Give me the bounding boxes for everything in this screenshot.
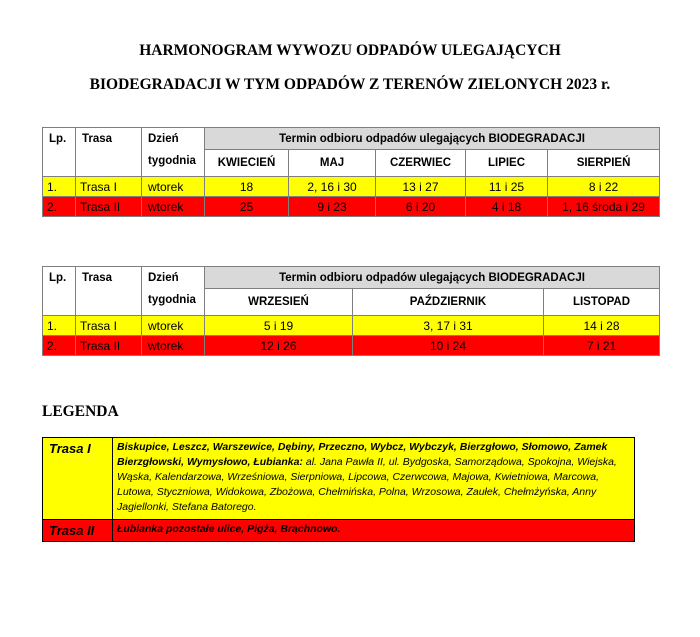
row-lp: 1. [43, 316, 76, 336]
date-cell: 2, 16 i 30 [289, 177, 376, 197]
month-header: CZERWIEC [376, 150, 466, 177]
header-lp: Lp. [43, 267, 76, 316]
document-title-line-2: BIODEGRADACJI W TYM ODPADÓW Z TERENÓW ZIELONYCH 2023 r. [89, 76, 611, 93]
date-cell: 14 i 28 [544, 316, 660, 336]
date-cell: 10 i 24 [353, 336, 544, 356]
month-header: LISTOPAD [544, 289, 660, 316]
header-term: Termin odbioru odpadów ulegających BIODEGRADACJI [205, 267, 660, 289]
month-header: WRZESIEŃ [205, 289, 353, 316]
legend-route-name: Trasa II [43, 520, 113, 542]
date-cell: 12 i 26 [205, 336, 353, 356]
month-header: MAJ [289, 150, 376, 177]
date-cell: 6 i 20 [376, 197, 466, 217]
date-cell: 11 i 25 [466, 177, 548, 197]
header-day-line1: Dzień [148, 272, 179, 284]
row-day: wtorek [142, 197, 205, 217]
header-day-line2: tygodnia [148, 294, 196, 306]
date-cell: 5 i 19 [205, 316, 353, 336]
row-trasa: Trasa I [76, 177, 142, 197]
row-lp: 2. [43, 197, 76, 217]
legend-route-name: Trasa I [43, 438, 113, 520]
legend-route-streets [113, 520, 635, 542]
table-row-trasa-2 [43, 197, 660, 217]
date-cell: 9 i 23 [289, 197, 376, 217]
header-term: Termin odbioru odpadów ulegających BIODEGRADACJI [205, 128, 660, 150]
date-cell: 1, 16 środa i 29 [548, 197, 660, 217]
header-lp: Lp. [43, 128, 76, 177]
month-header: PAŹDZIERNIK [353, 289, 544, 316]
row-lp: 1. [43, 177, 76, 197]
date-cell: 18 [205, 177, 289, 197]
header-day [142, 128, 205, 177]
date-cell: 25 [205, 197, 289, 217]
legend-title: LEGENDA [42, 403, 119, 420]
table-row-trasa-1 [43, 316, 660, 336]
legend-route-streets [113, 438, 635, 520]
date-cell: 13 i 27 [376, 177, 466, 197]
legend-table [42, 437, 635, 542]
legend-row-trasa-2 [43, 520, 635, 542]
legend-streets: al. Jana Pawła II, ul. Bydgoska, Samorządowa, Spokojna, Wiejska, Wąska, Kalendarzowa, Wrześniowa, Sierpniowa, Lipcowa, Czerwcowa, Majowa, Kwietniowa, Marcowa, Lutowa, Styczniowa, Widokowa, Zbożowa, Chełmińska, Polna, Wrzosowa, Zaułek, Chełmżyńska, Anny Jagiellonki, Stefana Batorego. [117, 456, 617, 513]
date-cell: 7 i 21 [544, 336, 660, 356]
date-cell: 8 i 22 [548, 177, 660, 197]
date-cell: 3, 17 i 31 [353, 316, 544, 336]
table-row-trasa-2 [43, 336, 660, 356]
legend-localities: Biskupice, Leszcz, Warszewice, Dębiny, Przeczno, Wybcz, Wybczyk, Bierzgłowo, Słomowo, Zamek Bierzgłowski, Wymysłowo, Łubianka: [117, 441, 608, 468]
row-lp: 2. [43, 336, 76, 356]
month-header: SIERPIEŃ [548, 150, 660, 177]
month-header: LIPIEC [466, 150, 548, 177]
schedule-table-1 [42, 127, 660, 217]
header-day-line2: tygodnia [148, 155, 196, 167]
row-day: wtorek [142, 316, 205, 336]
row-trasa: Trasa II [76, 197, 142, 217]
header-trasa: Trasa [76, 128, 142, 177]
header-day [142, 267, 205, 316]
month-header: KWIECIEŃ [205, 150, 289, 177]
legend-row-trasa-1 [43, 438, 635, 520]
row-day: wtorek [142, 336, 205, 356]
document-title-line-1: HARMONOGRAM WYWOZU ODPADÓW ULEGAJĄCYCH [139, 42, 561, 59]
schedule-table-2 [42, 266, 660, 356]
row-trasa: Trasa II [76, 336, 142, 356]
legend-localities: Łubianka pozostałe ulice, Pigża, Brąchnowo. [117, 523, 341, 535]
date-cell: 4 i 18 [466, 197, 548, 217]
header-trasa: Trasa [76, 267, 142, 316]
header-day-line1: Dzień [148, 133, 179, 145]
row-day: wtorek [142, 177, 205, 197]
row-trasa: Trasa I [76, 316, 142, 336]
table-row-trasa-1 [43, 177, 660, 197]
